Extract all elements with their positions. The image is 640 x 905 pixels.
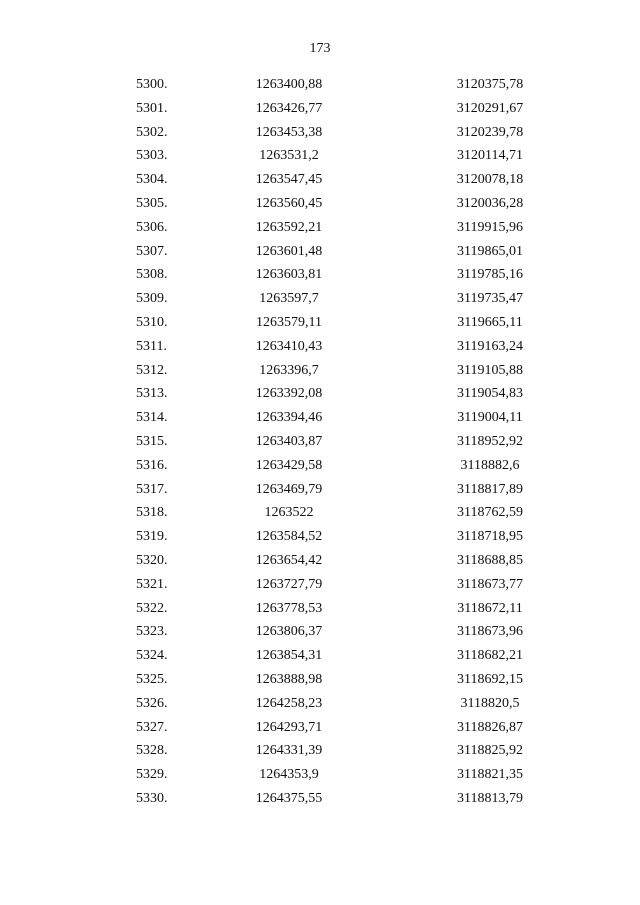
table-row: [0, 549, 640, 573]
x-coordinate-text: 1263806,37: [255, 624, 323, 640]
table-row: [0, 430, 640, 454]
table-row: [0, 501, 640, 525]
point-number-text: 5314.: [136, 410, 168, 426]
page-number: 173: [309, 41, 331, 56]
point-number-cell: [0, 216, 196, 240]
x-coordinate-text: 1263654,42: [255, 552, 323, 568]
coordinate-table: [0, 73, 640, 811]
y-coordinate-cell: [426, 263, 640, 287]
point-number-text: 5305.: [136, 195, 168, 211]
y-coordinate-text: 3118882,6: [460, 457, 520, 473]
x-coordinate-cell: [196, 644, 426, 668]
point-number-cell: [0, 144, 196, 168]
y-coordinate-cell: [426, 359, 640, 383]
x-coordinate-text: 1263584,52: [255, 529, 323, 545]
x-coordinate-text: 1263601,48: [255, 243, 323, 259]
point-number-cell: [0, 406, 196, 430]
y-coordinate-cell: [426, 406, 640, 430]
x-coordinate-cell: [196, 406, 426, 430]
x-coordinate-cell: [196, 263, 426, 287]
point-number-cell: [0, 478, 196, 502]
table-row: [0, 454, 640, 478]
point-number-cell: [0, 525, 196, 549]
x-coordinate-text: 1263547,45: [255, 172, 323, 188]
y-coordinate-cell: [426, 525, 640, 549]
x-coordinate-text: 1264375,55: [255, 790, 323, 806]
y-coordinate-text: 3119163,24: [457, 338, 523, 354]
table-row: [0, 620, 640, 644]
y-coordinate-text: 3118673,96: [457, 624, 523, 640]
y-coordinate-text: 3118673,77: [457, 576, 523, 592]
table-row: [0, 144, 640, 168]
table-row: [0, 73, 640, 97]
point-number-text: 5308.: [136, 267, 168, 283]
point-number-text: 5312.: [136, 362, 168, 378]
point-number-cell: [0, 763, 196, 787]
x-coordinate-text: 1263778,53: [255, 600, 323, 616]
x-coordinate-text: 1263426,77: [255, 100, 323, 116]
y-coordinate-text: 3119665,11: [457, 314, 523, 330]
x-coordinate-cell: [196, 335, 426, 359]
y-coordinate-cell: [426, 97, 640, 121]
x-coordinate-text: 1263410,43: [255, 338, 323, 354]
y-coordinate-text: 3119105,88: [457, 362, 523, 378]
x-coordinate-text: 1263531,2: [259, 148, 319, 164]
y-coordinate-text: 3118821,35: [457, 767, 523, 783]
x-coordinate-cell: [196, 121, 426, 145]
x-coordinate-cell: [196, 454, 426, 478]
point-number-text: 5313.: [136, 386, 168, 402]
x-coordinate-text: 1263560,45: [255, 195, 323, 211]
x-coordinate-text: 1264293,71: [255, 719, 323, 735]
table-row: [0, 573, 640, 597]
x-coordinate-cell: [196, 97, 426, 121]
y-coordinate-cell: [426, 73, 640, 97]
table-row: [0, 478, 640, 502]
table-row: [0, 192, 640, 216]
y-coordinate-text: 3118952,92: [457, 433, 523, 449]
y-coordinate-cell: [426, 620, 640, 644]
x-coordinate-text: 1263579,11: [256, 314, 322, 330]
point-number-cell: [0, 430, 196, 454]
y-coordinate-cell: [426, 144, 640, 168]
table-row: [0, 311, 640, 335]
x-coordinate-cell: [196, 597, 426, 621]
y-coordinate-text: 3119865,01: [457, 243, 523, 259]
x-coordinate-cell: [196, 168, 426, 192]
point-number-text: 5330.: [136, 790, 168, 806]
y-coordinate-text: 3118820,5: [460, 695, 520, 711]
table-row: [0, 335, 640, 359]
x-coordinate-text: 1263727,79: [255, 576, 323, 592]
x-coordinate-cell: [196, 287, 426, 311]
point-number-text: 5319.: [136, 529, 168, 545]
point-number-text: 5307.: [136, 243, 168, 259]
table-row: [0, 668, 640, 692]
y-coordinate-text: 3120036,28: [456, 195, 524, 211]
table-row: [0, 644, 640, 668]
point-number-text: 5320.: [136, 552, 168, 568]
point-number-cell: [0, 287, 196, 311]
x-coordinate-text: 1263888,98: [255, 671, 323, 687]
point-number-cell: [0, 73, 196, 97]
y-coordinate-cell: [426, 668, 640, 692]
y-coordinate-cell: [426, 501, 640, 525]
point-number-cell: [0, 597, 196, 621]
point-number-text: 5310.: [136, 314, 168, 330]
table-row: [0, 216, 640, 240]
point-number-text: 5324.: [136, 648, 168, 664]
y-coordinate-text: 3119915,96: [457, 219, 523, 235]
x-coordinate-text: 1263400,88: [255, 77, 323, 92]
y-coordinate-text: 3118826,87: [457, 719, 523, 735]
x-coordinate-text: 1263469,79: [255, 481, 323, 497]
y-coordinate-cell: [426, 430, 640, 454]
y-coordinate-cell: [426, 597, 640, 621]
point-number-text: 5316.: [136, 457, 168, 473]
point-number-cell: [0, 668, 196, 692]
y-coordinate-text: 3118762,59: [457, 505, 523, 521]
x-coordinate-text: 1263597,7: [259, 291, 319, 307]
y-coordinate-text: 3120239,78: [456, 124, 524, 140]
table-row: [0, 359, 640, 383]
x-coordinate-text: 1263854,31: [255, 648, 323, 664]
y-coordinate-cell: [426, 168, 640, 192]
y-coordinate-text: 3119785,16: [457, 267, 523, 283]
table-row: [0, 692, 640, 716]
x-coordinate-text: 1264331,39: [255, 743, 323, 759]
x-coordinate-text: 1263429,58: [255, 457, 323, 473]
x-coordinate-text: 1263522: [264, 505, 314, 521]
x-coordinate-cell: [196, 240, 426, 264]
table-row: [0, 263, 640, 287]
y-coordinate-cell: [426, 716, 640, 740]
table-row: [0, 787, 640, 811]
point-number-text: 5311.: [136, 338, 167, 354]
point-number-cell: [0, 644, 196, 668]
point-number-text: 5306.: [136, 219, 168, 235]
x-coordinate-text: 1263394,46: [255, 410, 323, 426]
x-coordinate-cell: [196, 216, 426, 240]
y-coordinate-text: 3119004,11: [457, 410, 523, 426]
table-row: [0, 525, 640, 549]
table-row: [0, 168, 640, 192]
x-coordinate-cell: [196, 192, 426, 216]
x-coordinate-cell: [196, 430, 426, 454]
point-number-text: 5326.: [136, 695, 168, 711]
x-coordinate-cell: [196, 359, 426, 383]
y-coordinate-text: 3118813,79: [457, 790, 523, 806]
y-coordinate-cell: [426, 216, 640, 240]
point-number-text: 5328.: [136, 743, 168, 759]
y-coordinate-text: 3118692,15: [457, 671, 523, 687]
point-number-text: 5329.: [136, 767, 168, 783]
point-number-text: 5303.: [136, 148, 168, 164]
y-coordinate-cell: [426, 287, 640, 311]
x-coordinate-cell: [196, 382, 426, 406]
x-coordinate-cell: [196, 549, 426, 573]
point-number-text: 5300.: [136, 77, 168, 92]
point-number-text: 5327.: [136, 719, 168, 735]
x-coordinate-text: 1264353,9: [259, 767, 319, 783]
y-coordinate-cell: [426, 335, 640, 359]
y-coordinate-cell: [426, 739, 640, 763]
x-coordinate-cell: [196, 787, 426, 811]
y-coordinate-cell: [426, 382, 640, 406]
x-coordinate-cell: [196, 716, 426, 740]
y-coordinate-cell: [426, 644, 640, 668]
point-number-cell: [0, 359, 196, 383]
x-coordinate-cell: [196, 73, 426, 97]
point-number-cell: [0, 240, 196, 264]
point-number-text: 5309.: [136, 291, 168, 307]
point-number-cell: [0, 573, 196, 597]
x-coordinate-cell: [196, 525, 426, 549]
point-number-cell: [0, 168, 196, 192]
point-number-cell: [0, 382, 196, 406]
table-row: [0, 240, 640, 264]
x-coordinate-cell: [196, 501, 426, 525]
y-coordinate-cell: [426, 311, 640, 335]
x-coordinate-text: 1263603,81: [255, 267, 323, 283]
point-number-text: 5325.: [136, 671, 168, 687]
table-row: [0, 406, 640, 430]
x-coordinate-text: 1263453,38: [255, 124, 323, 140]
point-number-cell: [0, 692, 196, 716]
x-coordinate-text: 1264258,23: [255, 695, 323, 711]
x-coordinate-cell: [196, 311, 426, 335]
table-row: [0, 763, 640, 787]
x-coordinate-cell: [196, 144, 426, 168]
point-number-text: 5302.: [136, 124, 168, 140]
table-row: [0, 121, 640, 145]
coordinate-table-body: [0, 73, 640, 811]
point-number-text: 5321.: [136, 576, 168, 592]
table-row: [0, 739, 640, 763]
y-coordinate-text: 3119054,83: [457, 386, 523, 402]
point-number-text: 5323.: [136, 624, 168, 640]
x-coordinate-cell: [196, 478, 426, 502]
y-coordinate-cell: [426, 121, 640, 145]
y-coordinate-text: 3118688,85: [457, 552, 523, 568]
y-coordinate-cell: [426, 692, 640, 716]
point-number-cell: [0, 335, 196, 359]
y-coordinate-cell: [426, 240, 640, 264]
y-coordinate-text: 3120375,78: [456, 77, 524, 92]
x-coordinate-text: 1263392,08: [255, 386, 323, 402]
y-coordinate-cell: [426, 763, 640, 787]
y-coordinate-cell: [426, 573, 640, 597]
point-number-cell: [0, 121, 196, 145]
point-number-cell: [0, 787, 196, 811]
point-number-cell: [0, 739, 196, 763]
point-number-text: 5301.: [136, 100, 168, 116]
x-coordinate-text: 1263396,7: [259, 362, 319, 378]
point-number-cell: [0, 501, 196, 525]
x-coordinate-cell: [196, 620, 426, 644]
x-coordinate-text: 1263403,87: [255, 433, 323, 449]
point-number-cell: [0, 311, 196, 335]
x-coordinate-text: 1263592,21: [255, 219, 323, 235]
point-number-cell: [0, 549, 196, 573]
y-coordinate-cell: [426, 454, 640, 478]
x-coordinate-cell: [196, 573, 426, 597]
point-number-cell: [0, 97, 196, 121]
y-coordinate-text: 3118718,95: [457, 529, 523, 545]
point-number-text: 5315.: [136, 433, 168, 449]
y-coordinate-text: 3120078,18: [456, 172, 524, 188]
y-coordinate-text: 3120114,71: [457, 148, 523, 164]
y-coordinate-text: 3119735,47: [457, 291, 523, 307]
x-coordinate-cell: [196, 763, 426, 787]
point-number-cell: [0, 263, 196, 287]
y-coordinate-cell: [426, 787, 640, 811]
table-row: [0, 382, 640, 406]
y-coordinate-cell: [426, 549, 640, 573]
point-number-text: 5318.: [136, 505, 168, 521]
point-number-cell: [0, 620, 196, 644]
y-coordinate-text: 3118672,11: [457, 600, 523, 616]
table-row: [0, 97, 640, 121]
point-number-text: 5304.: [136, 172, 168, 188]
x-coordinate-cell: [196, 739, 426, 763]
point-number-text: 5322.: [136, 600, 168, 616]
x-coordinate-cell: [196, 692, 426, 716]
table-row: [0, 287, 640, 311]
point-number-cell: [0, 454, 196, 478]
point-number-cell: [0, 192, 196, 216]
y-coordinate-text: 3118817,89: [457, 481, 523, 497]
y-coordinate-cell: [426, 192, 640, 216]
y-coordinate-cell: [426, 478, 640, 502]
table-row: [0, 597, 640, 621]
y-coordinate-text: 3118682,21: [457, 648, 523, 664]
table-row: [0, 716, 640, 740]
point-number-text: 5317.: [136, 481, 168, 497]
x-coordinate-cell: [196, 668, 426, 692]
point-number-cell: [0, 716, 196, 740]
y-coordinate-text: 3118825,92: [457, 743, 523, 759]
y-coordinate-text: 3120291,67: [456, 100, 524, 116]
